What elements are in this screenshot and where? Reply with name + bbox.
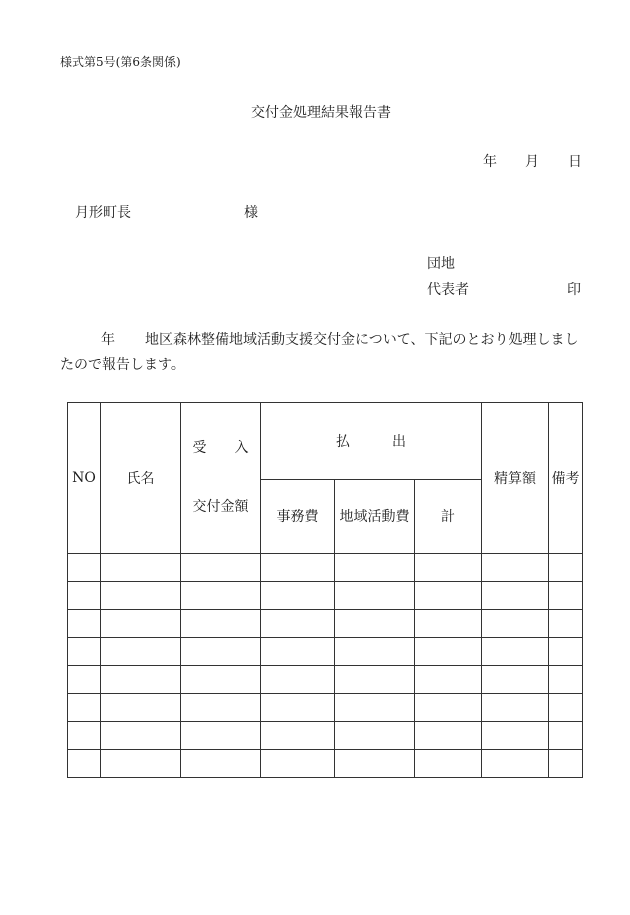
addressee-name: 月形町長: [75, 205, 131, 221]
cell-settlement: [482, 582, 549, 610]
cell-no: [68, 750, 101, 778]
cell-office-expenses: [261, 722, 335, 750]
cell-activity-expenses: [335, 750, 415, 778]
cell-activity-expenses: [335, 582, 415, 610]
header-total: 計: [415, 479, 482, 553]
cell-remarks: [549, 694, 583, 722]
table-row: [68, 554, 583, 582]
cell-activity-expenses: [335, 722, 415, 750]
cell-settlement: [482, 610, 549, 638]
settlement-report-table: [67, 402, 583, 778]
body-year-label: 年: [101, 332, 115, 348]
date-month-label: 月: [525, 154, 539, 170]
header-activity-expenses: 地域活動費: [335, 479, 415, 553]
cell-name: [101, 638, 181, 666]
cell-settlement: [482, 554, 549, 582]
header-received-label: 受 入: [192, 440, 249, 456]
cell-office-expenses: [261, 610, 335, 638]
cell-grant-amount: [181, 666, 261, 694]
header-office-expenses: 事務費: [261, 479, 335, 553]
cell-total: [415, 694, 482, 722]
body-text-line-1: 地区森林整備地域活動支援交付金について、下記のとおり処理しまし: [145, 332, 579, 348]
cell-total: [415, 582, 482, 610]
date-day-label: 日: [568, 154, 582, 170]
cell-office-expenses: [261, 666, 335, 694]
cell-remarks: [549, 554, 583, 582]
cell-office-expenses: [261, 638, 335, 666]
cell-remarks: [549, 722, 583, 750]
header-settlement: 精算額: [482, 403, 549, 554]
cell-settlement: [482, 750, 549, 778]
header-grant-amount: 交付金額: [192, 499, 249, 515]
group-label: 団地: [427, 256, 455, 272]
table-row: [68, 694, 583, 722]
table-header-row: [68, 403, 583, 480]
cell-settlement: [482, 694, 549, 722]
table-row: [68, 610, 583, 638]
header-received: [181, 403, 261, 554]
cell-activity-expenses: [335, 638, 415, 666]
cell-no: [68, 554, 101, 582]
cell-activity-expenses: [335, 610, 415, 638]
cell-total: [415, 666, 482, 694]
table-row: [68, 722, 583, 750]
cell-remarks: [549, 666, 583, 694]
cell-total: [415, 554, 482, 582]
cell-remarks: [549, 638, 583, 666]
cell-no: [68, 582, 101, 610]
cell-grant-amount: [181, 582, 261, 610]
cell-activity-expenses: [335, 554, 415, 582]
document-title: 交付金処理結果報告書: [251, 105, 391, 121]
header-paid: 払 出: [261, 403, 482, 480]
cell-office-expenses: [261, 582, 335, 610]
cell-settlement: [482, 666, 549, 694]
cell-remarks: [549, 582, 583, 610]
cell-name: [101, 666, 181, 694]
cell-grant-amount: [181, 694, 261, 722]
cell-office-expenses: [261, 694, 335, 722]
cell-no: [68, 610, 101, 638]
cell-grant-amount: [181, 638, 261, 666]
body-text-line-2: たので報告します。: [60, 357, 185, 373]
cell-grant-amount: [181, 610, 261, 638]
cell-name: [101, 582, 181, 610]
form-number: 様式第5号(第6条関係): [60, 55, 181, 69]
cell-name: [101, 610, 181, 638]
addressee-honorific: 様: [244, 205, 258, 221]
cell-grant-amount: [181, 554, 261, 582]
cell-activity-expenses: [335, 694, 415, 722]
cell-no: [68, 666, 101, 694]
table-row: [68, 750, 583, 778]
cell-remarks: [549, 610, 583, 638]
table-row: [68, 582, 583, 610]
header-name: 氏名: [101, 403, 181, 554]
cell-name: [101, 722, 181, 750]
cell-no: [68, 638, 101, 666]
cell-settlement: [482, 722, 549, 750]
cell-name: [101, 554, 181, 582]
cell-name: [101, 750, 181, 778]
table-row: [68, 638, 583, 666]
date-year-label: 年: [483, 154, 497, 170]
cell-no: [68, 722, 101, 750]
cell-total: [415, 610, 482, 638]
seal-label: 印: [567, 282, 581, 298]
cell-activity-expenses: [335, 666, 415, 694]
cell-grant-amount: [181, 750, 261, 778]
cell-no: [68, 694, 101, 722]
cell-settlement: [482, 638, 549, 666]
header-remarks: 備考: [549, 403, 583, 554]
cell-name: [101, 694, 181, 722]
cell-total: [415, 638, 482, 666]
representative-label: 代表者: [427, 282, 469, 298]
table-row: [68, 666, 583, 694]
cell-office-expenses: [261, 554, 335, 582]
cell-remarks: [549, 750, 583, 778]
cell-total: [415, 722, 482, 750]
cell-office-expenses: [261, 750, 335, 778]
cell-grant-amount: [181, 722, 261, 750]
header-no: NO: [68, 403, 101, 554]
cell-total: [415, 750, 482, 778]
